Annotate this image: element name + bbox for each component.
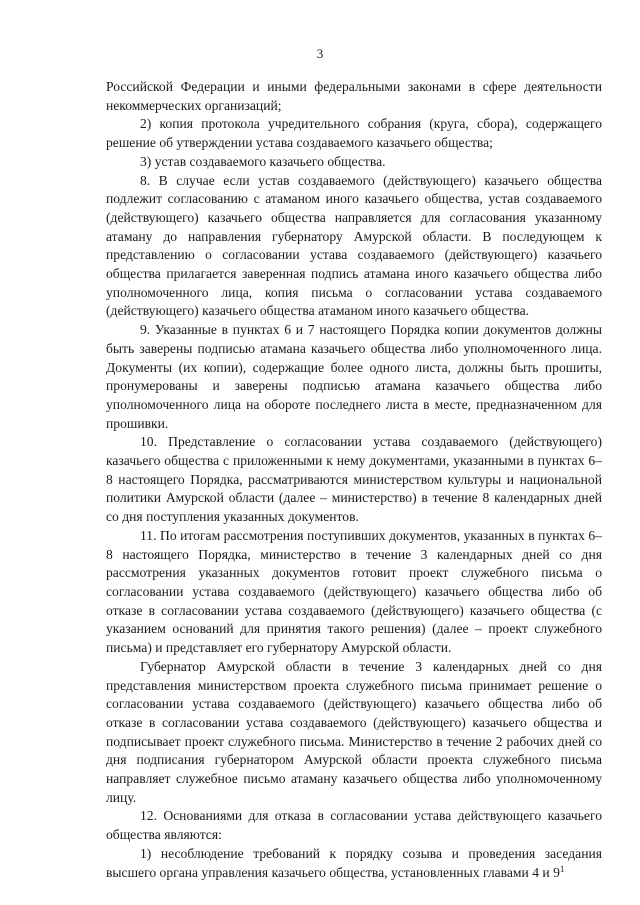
paragraph-item-1-text: 1) несоблюдение требований к порядку созыва и проведения заседания высшего органа управления казачьего общества, установленных главами 4 и 9 — [106, 845, 602, 880]
paragraph-clause-9: 9. Указанные в пунктах 6 и 7 настоящего Порядка копии документов должны быть заверены подписью атамана казачьего общества либо уполномоченного лица. Документы (их копии), содержащие более одного листа, должны быть прошиты, пронумерованы и заверены подписью атамана казачьего общества либо уполномоченного лица на обороте последнего листа в месте, предназначенном для прошивки. — [106, 322, 602, 431]
paragraph-clause-10: 10. Представление о согласовании устава создаваемого (действующего) казачьего общества с приложенными к нему документами, указанными в пунктах 6–8 настоящего Порядка, рассматриваются министерством культуры и национальной политики Амурской области (далее – министерство) в течение 8 календарных дней со дня поступления указанных документов. — [106, 434, 602, 525]
document-body — [106, 78, 602, 882]
paragraph-governor: Губернатор Амурской области в течение 3 календарных дней со дня представления министерством проекта служебного письма принимает решение о согласовании устава создаваемого (действующего) казачьего общества либо об отказе в согласовании устава создаваемого (действующего) казачьего общества и подписывает проект служебного письма. Министерство в течение 2 рабочих дней со дня подписания губернатором Амурской области проекта служебного письма направляет служебное письмо атаману казачьего общества либо уполномоченному лицу. — [106, 658, 602, 805]
paragraph-clause-11: 11. По итогам рассмотрения поступивших документов, указанных в пунктах 6–8 настоящего Порядка, министерство в течение 3 календарных дней со дня рассмотрения указанных документов готовит проект служебного письма о согласовании устава создаваемого (действующего) казачьего общества либо об отказе в согласовании устава создаваемого (действующего) казачьего общества (с указанием оснований для принятия такого решения) (далее – проект служебного письма) и представляет его губернатору Амурской области. — [106, 527, 602, 656]
footnote-superscript: 1 — [559, 863, 565, 874]
paragraph-item-2: 2) копия протокола учредительного собрания (круга, сбора), содержащего решение об утверждении устава создаваемого казачьего общества; — [106, 116, 602, 151]
page-number: 3 — [316, 46, 324, 61]
paragraph-clause-8: 8. В случае если устав создаваемого (действующего) казачьего общества подлежит согласованию с атаманом иного казачьего общества, устав создаваемого (действующего) казачьего общества направляется для согласования указанному атаману до направления губернатору Амурской области. В последующем к представлению о согласовании устава создаваемого (действующего) казачьего общества прилагается заверенная подпись атамана иного казачьего общества либо уполномоченного лица, копия письма о согласовании устава создаваемого (действующего) казачьего общества атаманом иного казачьего общества. — [106, 172, 602, 319]
paragraph-continuation: Российской Федерации и иными федеральными законами в сфере деятельности некоммерческих организаций; — [106, 79, 602, 113]
paragraph-item-1 — [106, 845, 602, 882]
paragraph-clause-12: 12. Основаниями для отказа в согласовании устава действующего казачьего общества являются: — [106, 808, 602, 843]
paragraph-item-3: 3) устав создаваемого казачьего общества. — [140, 153, 386, 169]
